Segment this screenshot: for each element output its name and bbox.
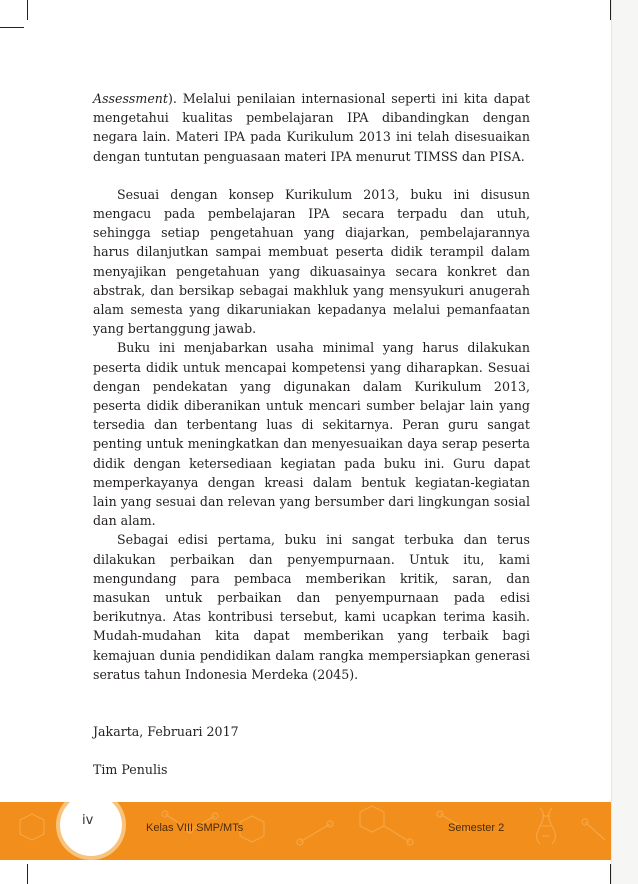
place-date: Jakarta, Februari 2017 (93, 724, 239, 740)
paragraph-1-text: ). Melalui penilaian internasional seperti ini kita dapat mengetahui kualitas pembelajaran IPA dibandingkan dengan negara lain. Materi IPA pada Kurikulum 2013 ini telah disesuaikan dengan tuntutan penguasaan materi IPA menurut TIMSS dan PISA. (93, 91, 530, 164)
crop-mark-bottom-left-v (27, 864, 28, 884)
semester-label: Semester 2 (448, 822, 505, 834)
page-bleed-strip (611, 0, 638, 884)
crop-mark-top-left-h (0, 27, 24, 28)
signature: Tim Penulis (93, 762, 168, 778)
footer-band (0, 802, 611, 860)
page-number: iv (82, 813, 94, 828)
paragraph-1 (93, 89, 530, 166)
body-text (93, 89, 530, 780)
crop-mark-top-left-v (27, 0, 28, 20)
paragraph-1-italic: Assessment (93, 91, 168, 106)
paragraph-4: Sebagai edisi pertama, buku ini sangat terbuka dan terus dilakukan perbaikan dan penyempurnaan. Untuk itu, kami mengundang para pembaca memberikan kritik, saran, dan masukan untuk perbaikan dan penyempurnaan pada edisi berikutnya. Atas kontribusi tersebut, kami ucapkan terima kasih. Mudah-mudahan kita dapat memberikan yang terbaik bagi kemajuan dunia pendidikan dalam rangka mempersiapkan generasi seratus tahun Indonesia Merdeka (2045). (93, 532, 530, 682)
paragraph-2: Sesuai dengan konsep Kurikulum 2013, buku ini disusun mengacu pada pembelajaran IPA secara terpadu dan utuh, sehingga setiap pengetahuan yang diajarkan, pembelajarannya harus dilanjutkan sampai membuat peserta didik terampil dalam menyajikan pengetahuan yang dikuasainya secara konkret dan abstrak, dan bersikap sebagai makhluk yang mensyukuri anugerah alam semesta yang dikaruniakan kepadanya melalui pemanfaatan yang bertanggung jawab. (93, 186, 530, 337)
paragraph-3: Buku ini menjabarkan usaha minimal yang harus dilakukan peserta didik untuk mencapai kompetensi yang diharapkan. Sesuai dengan pendekatan yang digunakan dalam Kurikulum 2013, peserta didik diberanikan untuk mencari sumber belajar lain yang tersedia dan terbentang luas di sekitarnya. Peran guru sangat penting untuk meningkatkan dan menyesuaikan daya serap peserta didik dengan ketersediaan kegiatan pada buku ini. Guru dapat memperkayanya dengan kreasi dalam bentuk kegiatan-kegiatan lain yang sesuai dan relevan yang bersumber dari lingkungan sosial dan alam. (93, 340, 530, 529)
book-label: Kelas VIII SMP/MTs (146, 822, 244, 834)
page-edge-line (611, 0, 612, 884)
